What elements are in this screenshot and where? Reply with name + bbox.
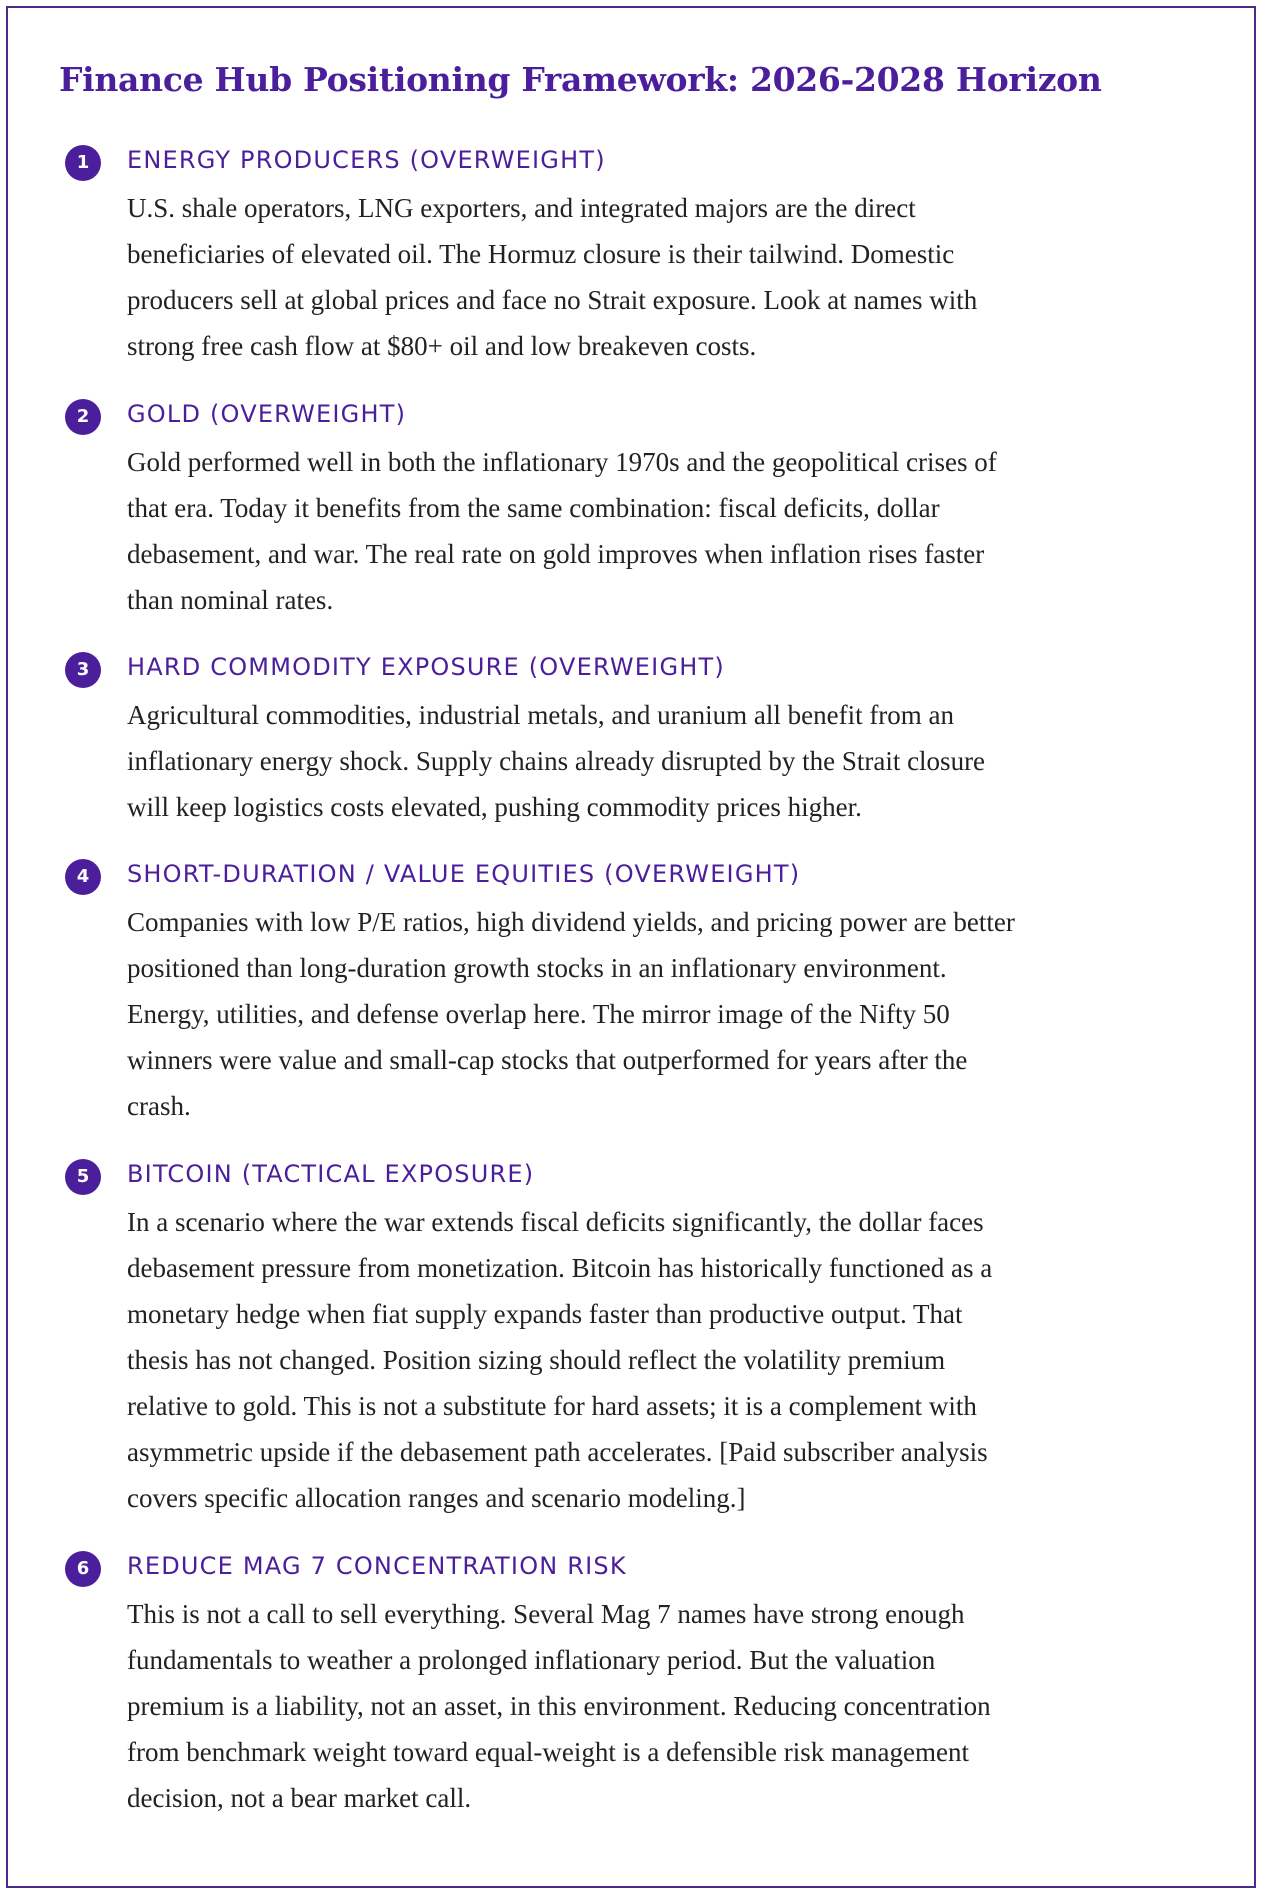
body-line: inflationary energy shock. Supply chains already disrupted by the Strait closure [127,746,986,776]
item-number-badge: 5 [65,1159,101,1195]
item-body [127,692,1207,830]
page-title: Finance Hub Positioning Framework: 2026-2028 Horizon [59,60,1102,99]
item-heading: SHORT-DURATION / VALUE EQUITIES (OVERWEIGHT) [127,860,801,888]
body-line: positioned than long-duration growth stocks in an inflationary environment. [127,953,947,983]
body-line: crash. [127,1091,191,1121]
body-line: Energy, utilities, and defense overlap here. The mirror image of the Nifty 50 [127,999,950,1029]
body-line: that era. Today it benefits from the same combination: fiscal deficits, dollar [127,493,940,523]
item-heading: HARD COMMODITY EXPOSURE (OVERWEIGHT) [127,653,725,681]
body-line: Agricultural commodities, industrial metals, and uranium all benefit from an [127,700,955,730]
body-line: will keep logistics costs elevated, pushing commodity prices higher. [127,792,862,822]
body-line: U.S. shale operators, LNG exporters, and integrated majors are the direct [127,193,916,223]
body-line: winners were value and small-cap stocks that outperformed for years after the [127,1045,968,1075]
item-body [127,1199,1207,1521]
body-line: beneficiaries of elevated oil. The Hormuz closure is their tailwind. Domestic [127,239,955,269]
body-line: Companies with low P/E ratios, high dividend yields, and pricing power are better [127,907,1015,937]
body-line: fundamentals to weather a prolonged inflationary period. But the valuation [127,1645,936,1675]
body-line: asymmetric upside if the debasement path accelerates. [Paid subscriber analysis [127,1437,988,1467]
item-number-badge: 3 [65,652,101,688]
item-heading: BITCOIN (TACTICAL EXPOSURE) [127,1160,535,1188]
body-line: than nominal rates. [127,585,334,615]
body-line: premium is a liability, not an asset, in this environment. Reducing concentration [127,1691,991,1721]
body-line: debasement, and war. The real rate on gold improves when inflation rises faster [127,539,985,569]
item-number-badge: 6 [65,1551,101,1587]
item-body [127,439,1207,623]
body-line: This is not a call to sell everything. Several Mag 7 names have strong enough [127,1599,965,1629]
body-line: from benchmark weight toward equal-weight is a defensible risk management [127,1737,969,1767]
body-line: thesis has not changed. Position sizing should reflect the volatility premium [127,1345,946,1375]
body-line: producers sell at global prices and face no Strait exposure. Look at names with [127,285,978,315]
body-line: Gold performed well in both the inflationary 1970s and the geopolitical crises of [127,447,997,477]
body-line: debasement pressure from monetization. Bitcoin has historically functioned as a [127,1253,993,1283]
body-line: strong free cash flow at $80+ oil and low breakeven costs. [127,331,757,361]
item-number-badge: 1 [65,145,101,181]
body-line: relative to gold. This is not a substitute for hard assets; it is a complement with [127,1391,977,1421]
item-heading: GOLD (OVERWEIGHT) [127,400,407,428]
item-body [127,899,1207,1129]
item-number-badge: 4 [65,859,101,895]
body-line: monetary hedge when fiat supply expands faster than productive output. That [127,1299,963,1329]
item-heading: ENERGY PRODUCERS (OVERWEIGHT) [127,146,606,174]
body-line: covers specific allocation ranges and scenario modeling.] [127,1483,746,1513]
body-line: In a scenario where the war extends fiscal deficits significantly, the dollar faces [127,1207,984,1237]
item-number-badge: 2 [65,399,101,435]
item-heading: REDUCE MAG 7 CONCENTRATION RISK [127,1552,627,1580]
item-body [127,1591,1207,1821]
body-line: decision, not a bear market call. [127,1783,472,1813]
item-body [127,185,1207,369]
